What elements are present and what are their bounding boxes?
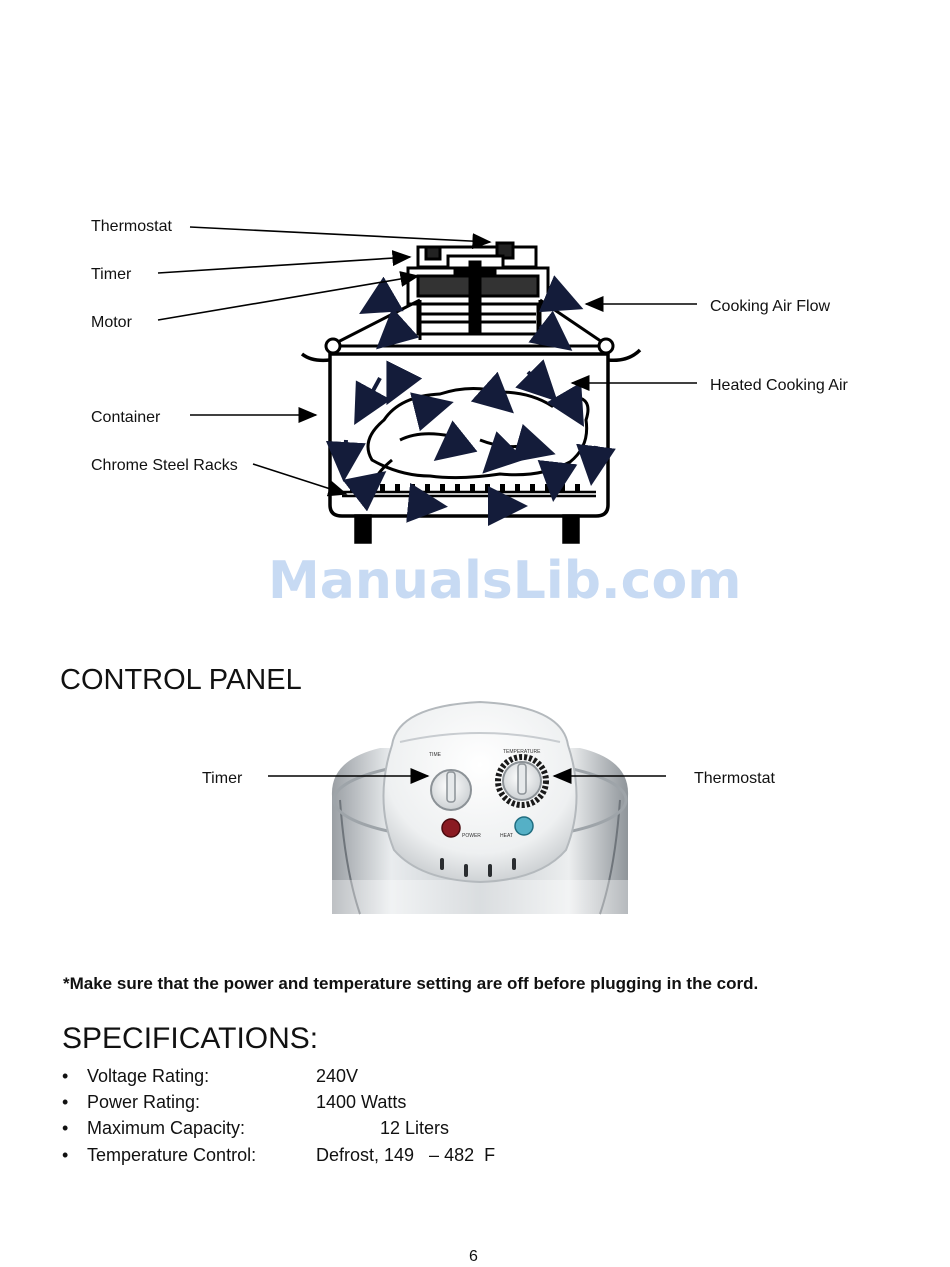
timer-knob	[431, 770, 471, 810]
watermark: ManualsLib.com	[268, 551, 742, 611]
dial-text-temperature: TEMPERATURE	[503, 749, 541, 755]
label-chrome-steel-racks: Chrome Steel Racks	[91, 457, 238, 474]
bullet-icon: •	[62, 1145, 69, 1165]
control-panel-heading: CONTROL PANEL	[60, 664, 302, 696]
spec-value: 12 Liters	[380, 1118, 450, 1138]
label-cooking-air-flow: Cooking Air Flow	[710, 298, 831, 315]
spec-value: 1400 Watts	[316, 1092, 407, 1112]
spec-name: Power Rating:	[87, 1092, 201, 1112]
spec-name: Maximum Capacity:	[87, 1118, 246, 1138]
bullet-icon: •	[62, 1066, 69, 1086]
dial-text-power: POWER	[462, 833, 481, 839]
lid-top	[383, 702, 576, 882]
power-light	[442, 819, 460, 837]
control-label-thermostat: Thermostat	[694, 770, 775, 787]
label-timer: Timer	[91, 266, 132, 283]
spec-name: Temperature Control:	[87, 1145, 257, 1165]
spec-value: 240V	[316, 1066, 359, 1086]
safety-note: *Make sure that the power and temperature setting are off before plugging in the cord.	[63, 974, 759, 993]
bullet-icon: •	[62, 1092, 69, 1112]
dial-text-time: TIME	[429, 752, 441, 758]
control-label-timer: Timer	[202, 770, 243, 787]
page-number: 6	[469, 1248, 478, 1265]
dial-text-heat: HEAT	[500, 833, 513, 839]
heat-light	[515, 817, 533, 835]
label-thermostat: Thermostat	[91, 218, 172, 235]
spec-name: Voltage Rating:	[87, 1066, 210, 1086]
specifications-heading: SPECIFICATIONS:	[62, 1022, 319, 1055]
label-heated-cooking-air: Heated Cooking Air	[710, 377, 848, 394]
label-motor: Motor	[91, 314, 132, 331]
spec-value: Defrost, 149 – 482 F	[316, 1145, 496, 1165]
label-container: Container	[91, 409, 161, 426]
bullet-icon: •	[62, 1118, 69, 1138]
